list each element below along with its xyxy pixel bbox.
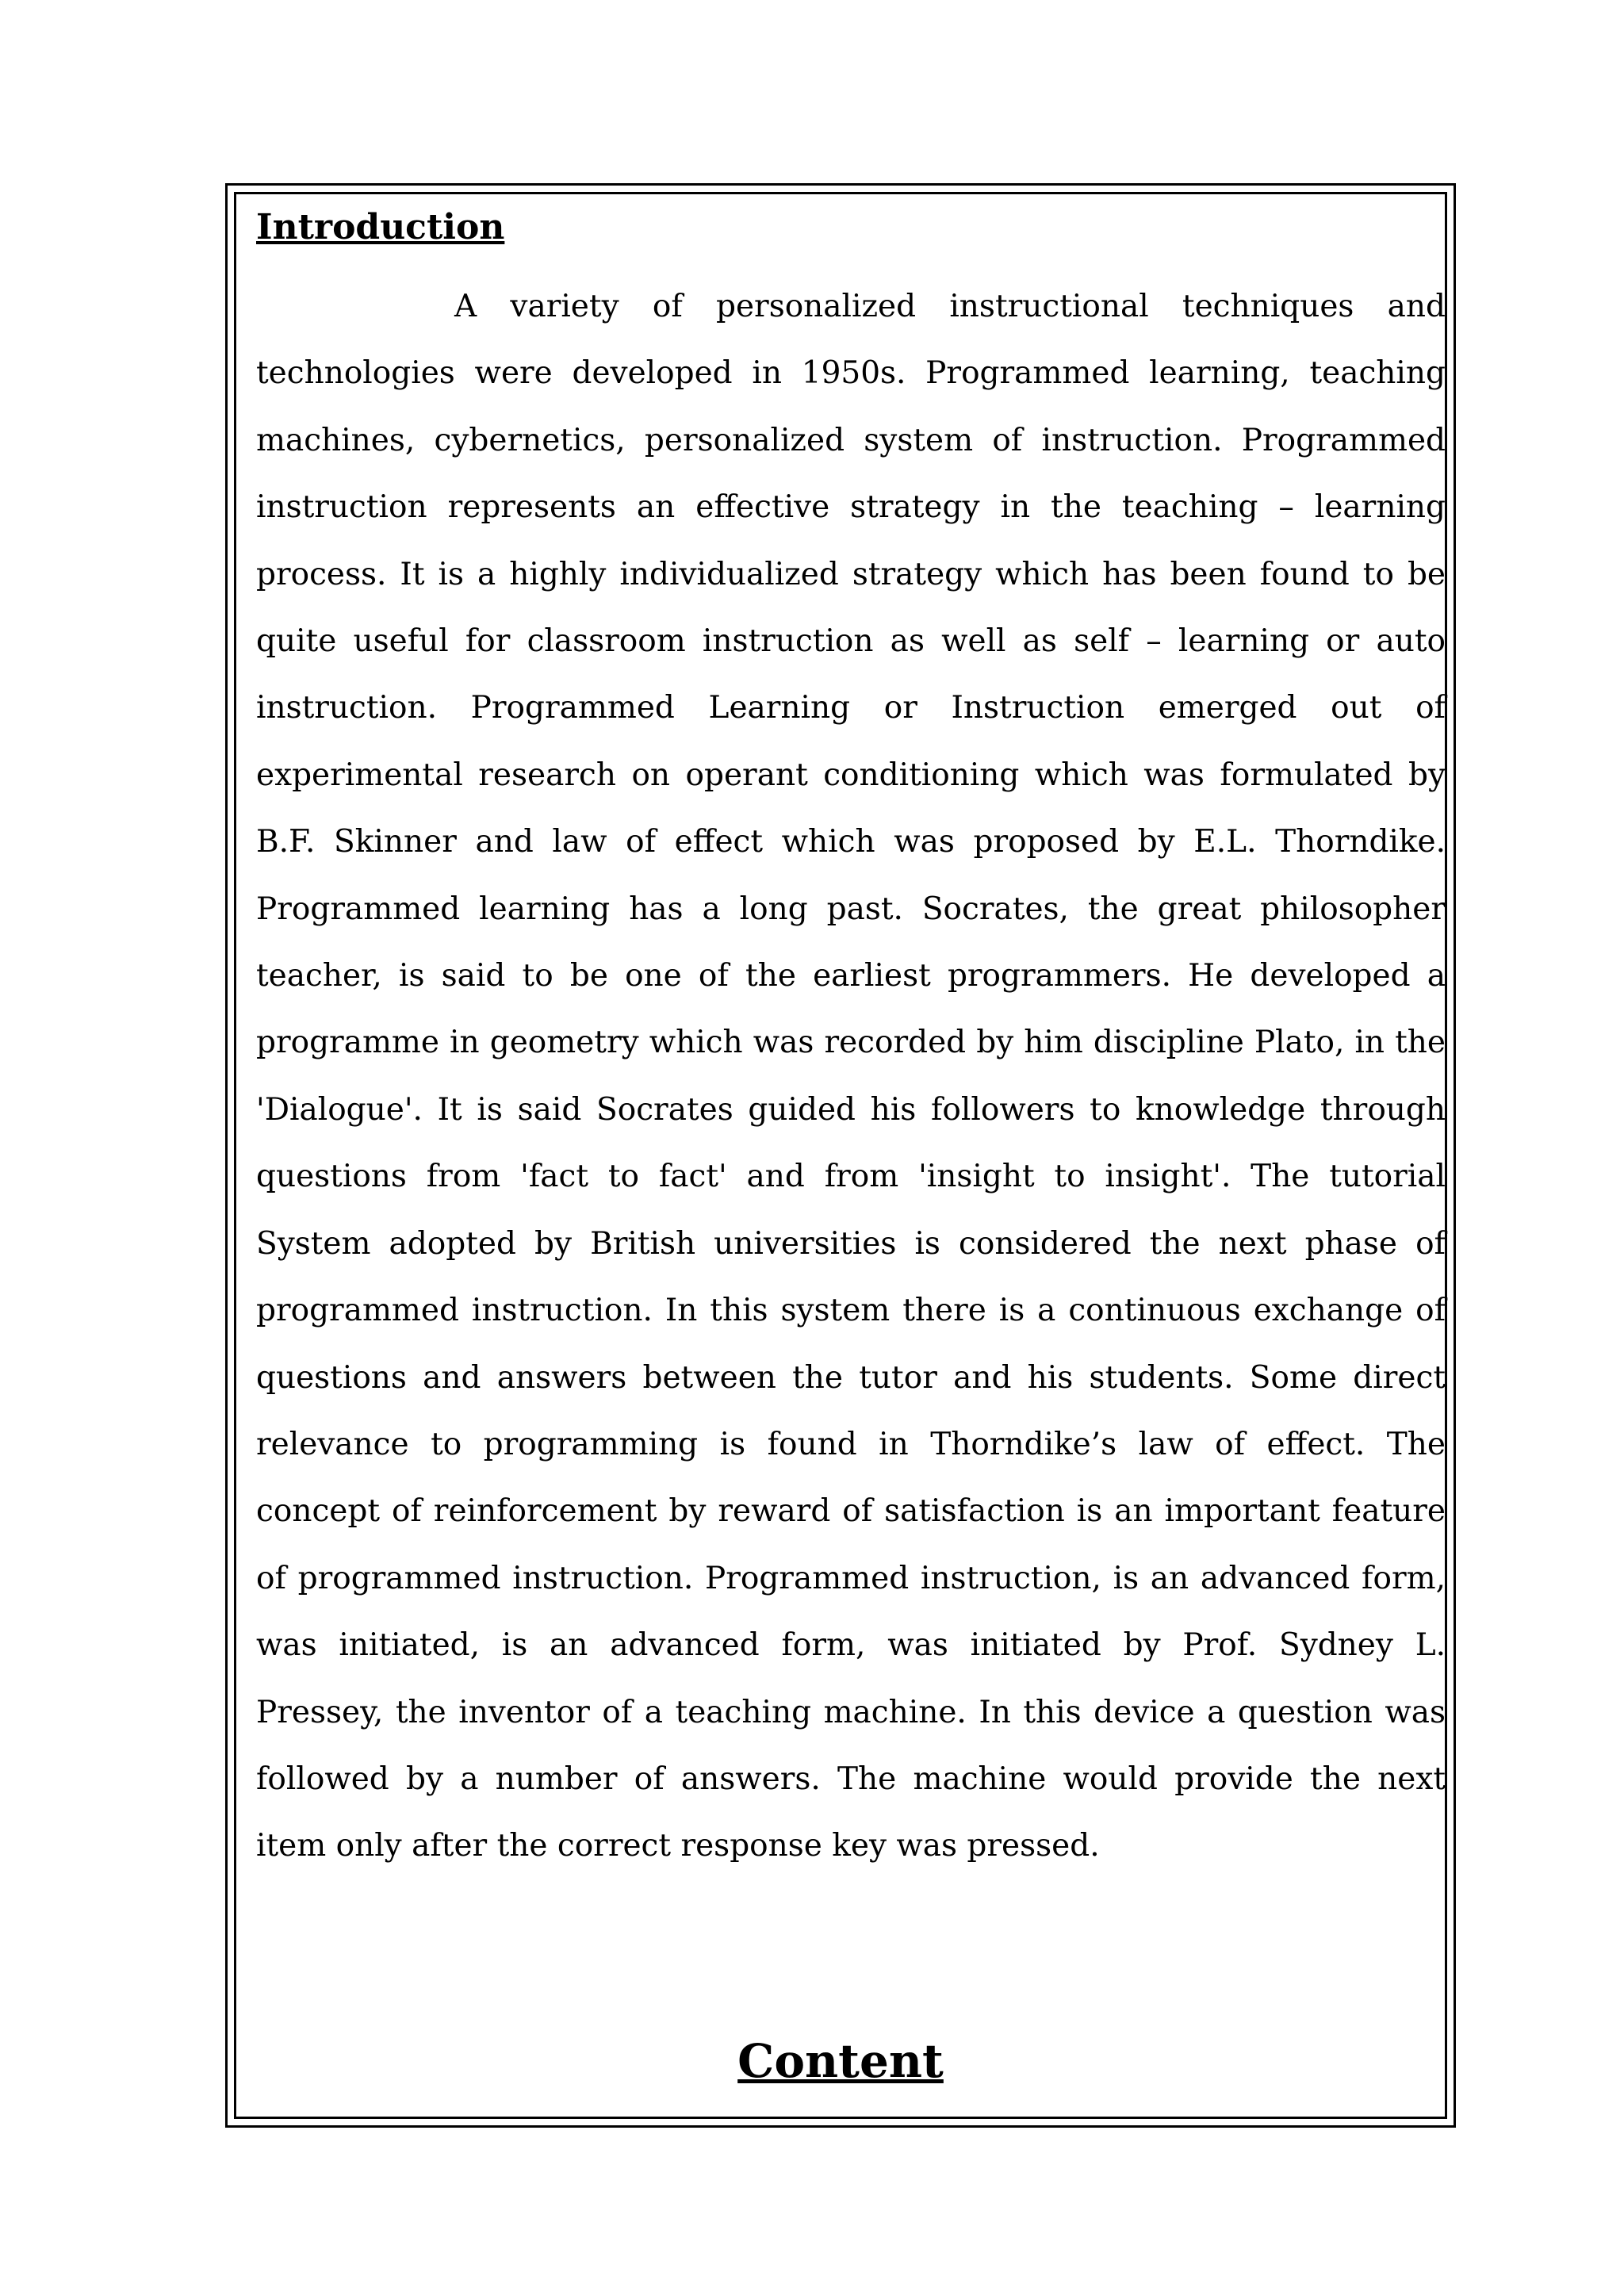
introduction-paragraph: A variety of personalized instructional techniques and technologies were developed in 1950s. Programmed learning, teaching machines, cybernetics, personalized system of instruction. Programmed instruction represents an effective strategy in the teaching – learning process. It is a highly individualized strategy which has been found to be quite useful for classroom instruction as well as self – learning or auto instruction. Programmed Learning or Instruction emerged out of experimental research on operant conditioning which was formulated by B.F. Skinner and law of effect which was proposed by E.L. Thorndike. Programmed learning has a long past. Socrates, the great philosopher teacher, is said to be one of the earliest programmers. He developed a programme in geometry which was recorded by him discipline Plato, in the 'Dialogue'. It is said Socrates guided his followers to knowledge through questions from 'fact to fact' and from 'insight to insight'. The tutorial System adopted by British universities is considered the next phase of programmed instruction. In this system there is a continuous exchange of questions and answers between the tutor and his students. Some direct relevance to programming is found in Thorndike’s law of effect. The concept of reinforcement by reward of satisfaction is an important feature of programmed instruction. Programmed instruction, is an advanced form, was initiated, is an advanced form, was initiated by Prof. Sydney L. Pressey, the inventor of a teaching machine. In this device a question was followed by a number of answers. The machine would provide the next item only after the correct response key was pressed. bbox=[256, 289, 1446, 1864]
page-border-inner bbox=[234, 192, 1447, 2119]
introduction-heading: Introduction bbox=[256, 207, 505, 247]
page-border-outer bbox=[225, 183, 1456, 2128]
content-heading: Content bbox=[737, 2034, 944, 2088]
